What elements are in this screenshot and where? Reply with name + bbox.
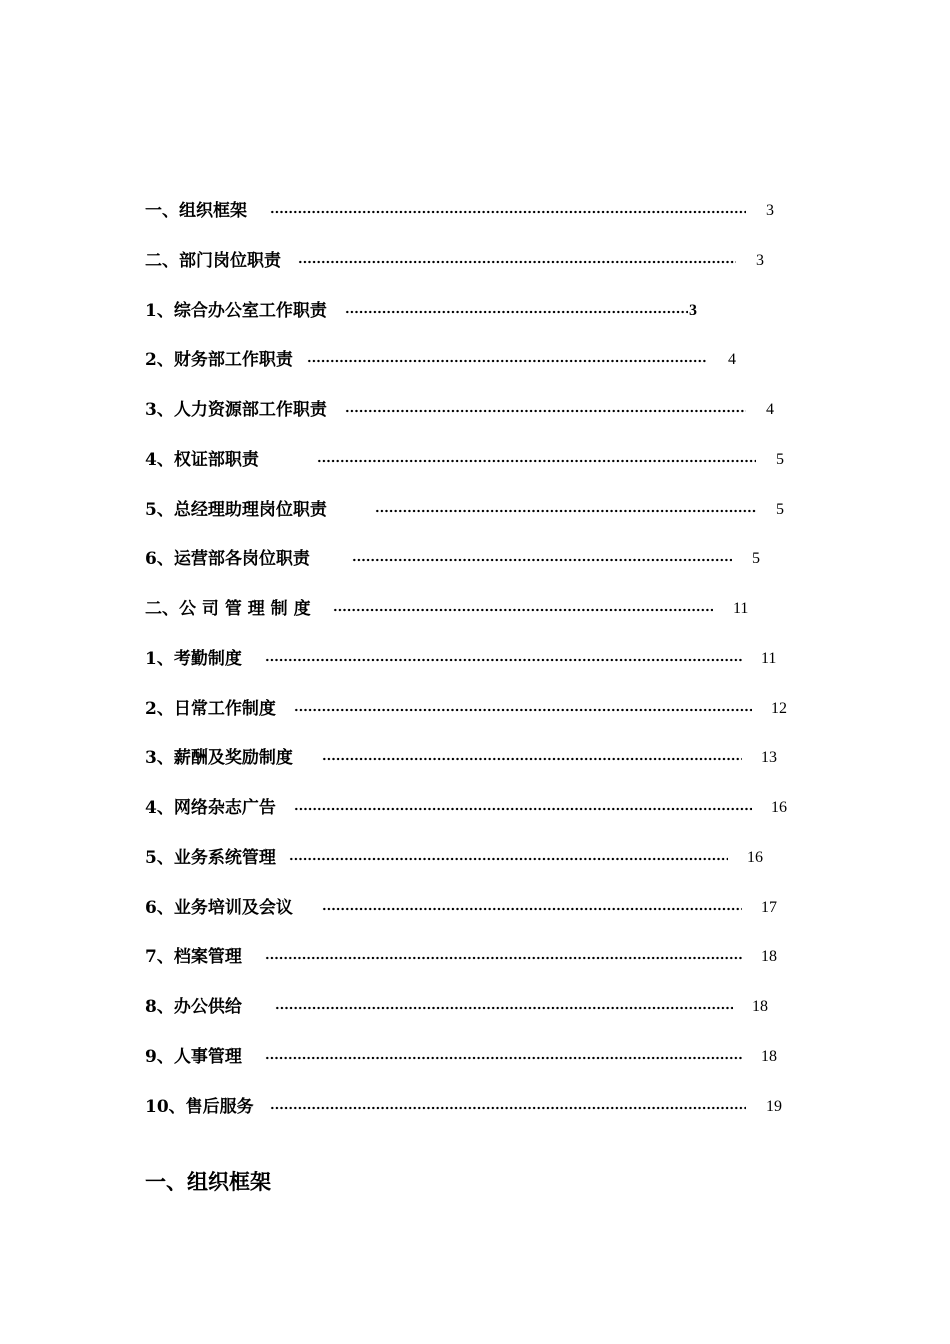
- toc-leader-dots: [265, 646, 742, 672]
- toc-item-title: 8、办公供给: [145, 997, 242, 1017]
- toc-item[interactable]: [0, 347, 950, 373]
- toc-item-title: 5、总经理助理岗位职责: [145, 500, 327, 520]
- toc-item-title: 1、考勤制度: [145, 649, 242, 669]
- toc-leader-dots: [333, 596, 713, 622]
- toc-item[interactable]: [0, 795, 950, 821]
- toc-item-title: 一、组织框架: [145, 201, 247, 221]
- toc-item-title: 二、公 司 管 理 制 度: [145, 599, 311, 619]
- toc-item-title: 4、网络杂志广告: [145, 798, 276, 818]
- toc-item[interactable]: [0, 994, 950, 1020]
- toc-item-title: 2、财务部工作职责: [145, 350, 293, 370]
- toc-item-title: 5、业务系统管理: [145, 848, 276, 868]
- toc-leader-dots: [345, 397, 746, 423]
- toc-item[interactable]: [0, 447, 950, 473]
- toc-leader-dots: [265, 944, 742, 970]
- toc-leader-dots: [345, 298, 688, 324]
- toc-item-page: 3: [756, 252, 764, 269]
- toc-item-title: 4、权证部职责: [145, 450, 259, 470]
- toc-item[interactable]: [0, 1044, 950, 1070]
- toc-item-page: 11: [761, 650, 777, 667]
- toc-item-page: 16: [747, 849, 763, 866]
- toc-item-page: 4: [766, 401, 774, 418]
- toc-item-title: 2、日常工作制度: [145, 699, 276, 719]
- toc-item[interactable]: [0, 646, 950, 672]
- toc-item-title: 3、薪酬及奖励制度: [145, 748, 293, 768]
- toc-item-title: 6、运营部各岗位职责: [145, 549, 310, 569]
- toc-item-page: 3: [689, 302, 697, 319]
- toc-leader-dots: [294, 795, 752, 821]
- toc-item[interactable]: [0, 1094, 950, 1120]
- toc-item[interactable]: [0, 497, 950, 523]
- toc-item[interactable]: [0, 546, 950, 572]
- toc-item[interactable]: [0, 895, 950, 921]
- toc-item-title: 二、部门岗位职责: [145, 251, 281, 271]
- toc-item-page: 5: [752, 550, 760, 567]
- toc-leader-dots: [322, 745, 742, 771]
- toc-item-page: 19: [766, 1098, 782, 1115]
- toc-leader-dots: [352, 546, 732, 572]
- toc-item-page: 5: [776, 451, 784, 468]
- toc-item-page: 13: [761, 749, 777, 766]
- toc-item-title: 1、综合办公室工作职责: [145, 301, 327, 321]
- toc-item-page: 18: [752, 998, 768, 1015]
- toc-leader-dots: [298, 248, 736, 274]
- toc-item-page: 17: [761, 899, 777, 916]
- toc-leader-dots: [265, 1044, 742, 1070]
- toc-item[interactable]: [0, 298, 950, 324]
- toc-item-page: 16: [771, 799, 787, 816]
- toc-leader-dots: [317, 447, 756, 473]
- section-heading: 一、组织框架: [145, 1169, 271, 1194]
- toc-item-page: 18: [761, 948, 777, 965]
- toc-item-page: 5: [776, 501, 784, 518]
- toc-leader-dots: [270, 198, 746, 224]
- toc-item[interactable]: [0, 248, 950, 274]
- toc-item-title: 3、人力资源部工作职责: [145, 400, 327, 420]
- toc-item-page: 4: [728, 351, 736, 368]
- toc-item-page: 11: [733, 600, 749, 617]
- toc-item-title: 9、人事管理: [145, 1047, 242, 1067]
- toc-item[interactable]: [0, 397, 950, 423]
- toc-item[interactable]: [0, 696, 950, 722]
- toc-item-page: 12: [771, 700, 787, 717]
- toc-item[interactable]: [0, 198, 950, 224]
- toc-item[interactable]: [0, 745, 950, 771]
- toc-item[interactable]: [0, 944, 950, 970]
- toc-leader-dots: [375, 497, 756, 523]
- toc-item-page: 18: [761, 1048, 777, 1065]
- toc-leader-dots: [270, 1094, 746, 1120]
- toc-item-title: 7、档案管理: [145, 947, 242, 967]
- toc-leader-dots: [322, 895, 742, 921]
- toc-leader-dots: [294, 696, 752, 722]
- toc-item[interactable]: [0, 845, 950, 871]
- toc-item-page: 3: [766, 202, 774, 219]
- toc-item[interactable]: [0, 596, 950, 622]
- toc-leader-dots: [307, 347, 707, 373]
- toc-item-title: 6、业务培训及会议: [145, 898, 293, 918]
- toc-item-title: 10、售后服务: [145, 1097, 254, 1117]
- toc-leader-dots: [289, 845, 728, 871]
- toc-leader-dots: [275, 994, 733, 1020]
